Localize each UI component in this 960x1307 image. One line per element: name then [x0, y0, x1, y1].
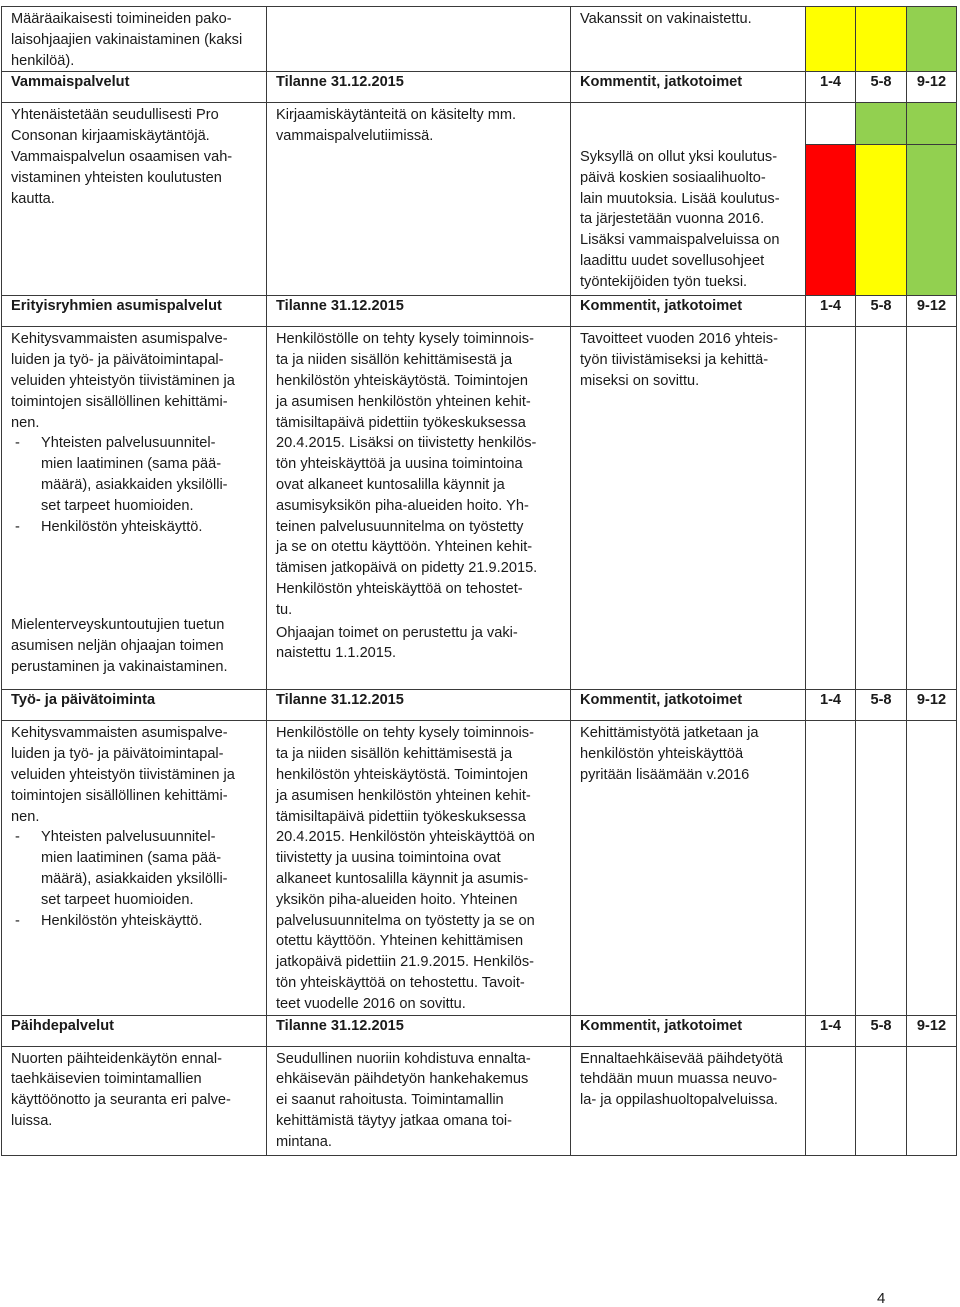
- table-row: [2, 327, 957, 690]
- indicator-1-4: [806, 103, 856, 144]
- section-header: [2, 1015, 957, 1046]
- goal-cell: Määräaikaisesti toimineiden pako- laisohjaajien vakinaistaminen (kaksi henkilöä).: [2, 7, 267, 72]
- indicator-9-12: [907, 103, 957, 144]
- range-header: 9-12: [907, 690, 957, 721]
- indicator-5-8: [856, 721, 907, 1015]
- section-header: [2, 72, 957, 103]
- status-header: Tilanne 31.12.2015: [267, 690, 571, 721]
- section-header: [2, 296, 957, 327]
- goal-cell: Yhtenäistetään seudullisesti Pro Consonan kirjaamiskäytäntöjä. Vammaispalvelun osaamisen vah- vistaminen yhteisten koulutusten kautta.: [2, 103, 267, 296]
- indicator-5-8: [856, 144, 907, 296]
- status-cell: [267, 7, 571, 72]
- section-title: Päihdepalvelut: [2, 1015, 267, 1046]
- status-cell: Kirjaamiskäytänteitä on käsitelty mm. vammaispalvelutiimissä.: [267, 103, 571, 296]
- goal-cell: Kehitysvammaisten asumispalve- luiden ja työ- ja päivätoimintapal- veluiden yhteistyön tiivistäminen ja toimintojen sisällöllinen kehittämi- nen. - Yhteisten palvelusuunnitel- mien laatiminen (sama pää- määrä), asiakkaiden yksilölli- set tarpeet huomioiden. - Henkilöstön yhteiskäyttö.: [2, 721, 267, 1015]
- section-title: Erityisryhmien asumispalvelut: [2, 296, 267, 327]
- list-item: - Henkilöstön yhteiskäyttö.: [15, 912, 203, 929]
- range-header: 1-4: [806, 72, 856, 103]
- indicator-9-12: [907, 1046, 957, 1155]
- table-row: [2, 1046, 957, 1155]
- range-header: 9-12: [907, 296, 957, 327]
- indicator-9-12: [907, 7, 957, 72]
- table-row: [2, 7, 957, 72]
- range-header: 9-12: [907, 72, 957, 103]
- range-header: 5-8: [856, 690, 907, 721]
- indicator-1-4: [806, 327, 856, 690]
- section-title: Työ- ja päivätoiminta: [2, 690, 267, 721]
- comment-header: Kommentit, jatkotoimet: [571, 72, 806, 103]
- comment-cell: Tavoitteet vuoden 2016 yhteis- työn tiivistämiseksi ja kehittä- miseksi on sovittu.: [571, 327, 806, 690]
- range-header: 5-8: [856, 72, 907, 103]
- indicator-5-8: [856, 7, 907, 72]
- status-cell: Seudullinen nuoriin kohdistuva ennalta- ehkäisevän päihdetyön hankehakemus ei saanut rahoitusta. Toimintamallin kehittämistä täytyy jatkaa omana toi- mintana.: [267, 1046, 571, 1155]
- status-cell: Henkilöstölle on tehty kysely toiminnois- ta ja niiden sisällön kehittämisestä ja henkilöstön yhteiskäytöstä. Toimintojen ja asumisen henkilöstön yhteinen kehit- tämisiltapäivä pidettiin työkeskuksessa 20.4.2015. Henkilöstön yhteiskäyttöä on tiivistetty ja uusina toimintoina ovat alkaneet kuntosalilla käynnit ja asumis- yksikön piha-alueiden hoito. Yhteinen palvelusuunnitelma on työstetty ja se on otettu käyttöön. Yhteinen kehittämisen jatkopäivä pidettiin 21.9.2015. Henkilös- tön yhteiskäyttöä on tehostettu. Tavoit- teet vuodelle 2016 on sovittu.: [267, 721, 571, 1015]
- range-header: 9-12: [907, 1015, 957, 1046]
- indicator-5-8: [856, 103, 907, 144]
- goal-cell: Nuorten päihteidenkäytön ennal- taehkäisevien toimintamallien käyttöönotto ja seuranta eri palve- luissa.: [2, 1046, 267, 1155]
- indicator-1-4: [806, 721, 856, 1015]
- status-header: Tilanne 31.12.2015: [267, 1015, 571, 1046]
- range-header: 5-8: [856, 296, 907, 327]
- indicator-1-4: [806, 1046, 856, 1155]
- comment-cell: Syksyllä on ollut yksi koulutus- päivä koskien sosiaalihuolto- lain muutoksia. Lisää koulutus- ta järjestetään vuonna 2016. Lisäksi vammaispalveluissa on laadittu uudet sovellusohjeet työntekijöiden työn tueksi.: [571, 103, 806, 296]
- indicator-9-12: [907, 721, 957, 1015]
- table-row: [2, 721, 957, 1015]
- range-header: 1-4: [806, 296, 856, 327]
- indicator-1-4: [806, 7, 856, 72]
- list-item: - Yhteisten palvelusuunnitel- mien laatiminen (sama pää- määrä), asiakkaiden yksilölli- set tarpeet huomioiden.: [15, 829, 228, 908]
- range-header: 1-4: [806, 1015, 856, 1046]
- comment-cell: Ennaltaehkäisevää päihdetyötä tehdään muun muassa neuvo- la- ja oppilashuoltopalveluissa.: [571, 1046, 806, 1155]
- comment-header: Kommentit, jatkotoimet: [571, 690, 806, 721]
- table-row: [2, 103, 957, 144]
- goal-cell: Kehitysvammaisten asumispalve- luiden ja työ- ja päivätoimintapal- veluiden yhteistyön tiivistäminen ja toimintojen sisällöllinen kehittämi- nen. - Yhteisten palvelusuunnitel- mien laatiminen (sama pää- määrä), asiakkaiden yksilölli- set tarpeet huomioiden. - Henkilöstön yhteiskäyttö. Mielenterveyskuntoutujien tuetun asumisen neljän ohjaajan toimen perustaminen ja vakinaistaminen.: [2, 327, 267, 690]
- range-header: 1-4: [806, 690, 856, 721]
- indicator-5-8: [856, 1046, 907, 1155]
- report-table: [1, 6, 957, 1156]
- indicator-9-12: [907, 327, 957, 690]
- list-item: - Henkilöstön yhteiskäyttö.: [15, 518, 203, 535]
- list-item: - Yhteisten palvelusuunnitel- mien laatiminen (sama pää- määrä), asiakkaiden yksilölli- set tarpeet huomioiden.: [15, 435, 228, 514]
- indicator-9-12: [907, 144, 957, 296]
- status-cell: Henkilöstölle on tehty kysely toiminnois- ta ja niiden sisällön kehittämisestä ja henkilöstön yhteiskäytöstä. Toimintojen ja asumisen henkilöstön yhteinen kehit- tämisiltapäivä pidettiin työkeskuksessa 20.4.2015. Lisäksi on tiivistetty henkilös- tön yhteiskäyttöä ja uusina toimintoina ovat alkaneet kuntosalilla käynnit ja asumisyksikön piha-alueiden hoito. Yh- teinen palvelusuunnitelma on työstetty ja se on otettu käyttöön. Yhteinen kehit- tämisen jatkopäivä on pidetty 21.9.2015. Henkilöstön yhteiskäyttöä on tehostet- tu. Ohjaajan toimet on perustettu ja vaki- naistettu 1.1.2015.: [267, 327, 571, 690]
- indicator-5-8: [856, 327, 907, 690]
- page-number: 4: [877, 1290, 886, 1307]
- indicator-1-4: [806, 144, 856, 296]
- comment-cell: Kehittämistyötä jatketaan ja henkilöstön yhteiskäyttöä pyritään lisäämään v.2016: [571, 721, 806, 1015]
- section-title: Vammaispalvelut: [2, 72, 267, 103]
- comment-header: Kommentit, jatkotoimet: [571, 296, 806, 327]
- range-header: 5-8: [856, 1015, 907, 1046]
- status-header: Tilanne 31.12.2015: [267, 296, 571, 327]
- section-header: [2, 690, 957, 721]
- comment-cell: Vakanssit on vakinaistettu.: [571, 7, 806, 72]
- comment-header: Kommentit, jatkotoimet: [571, 1015, 806, 1046]
- status-header: Tilanne 31.12.2015: [267, 72, 571, 103]
